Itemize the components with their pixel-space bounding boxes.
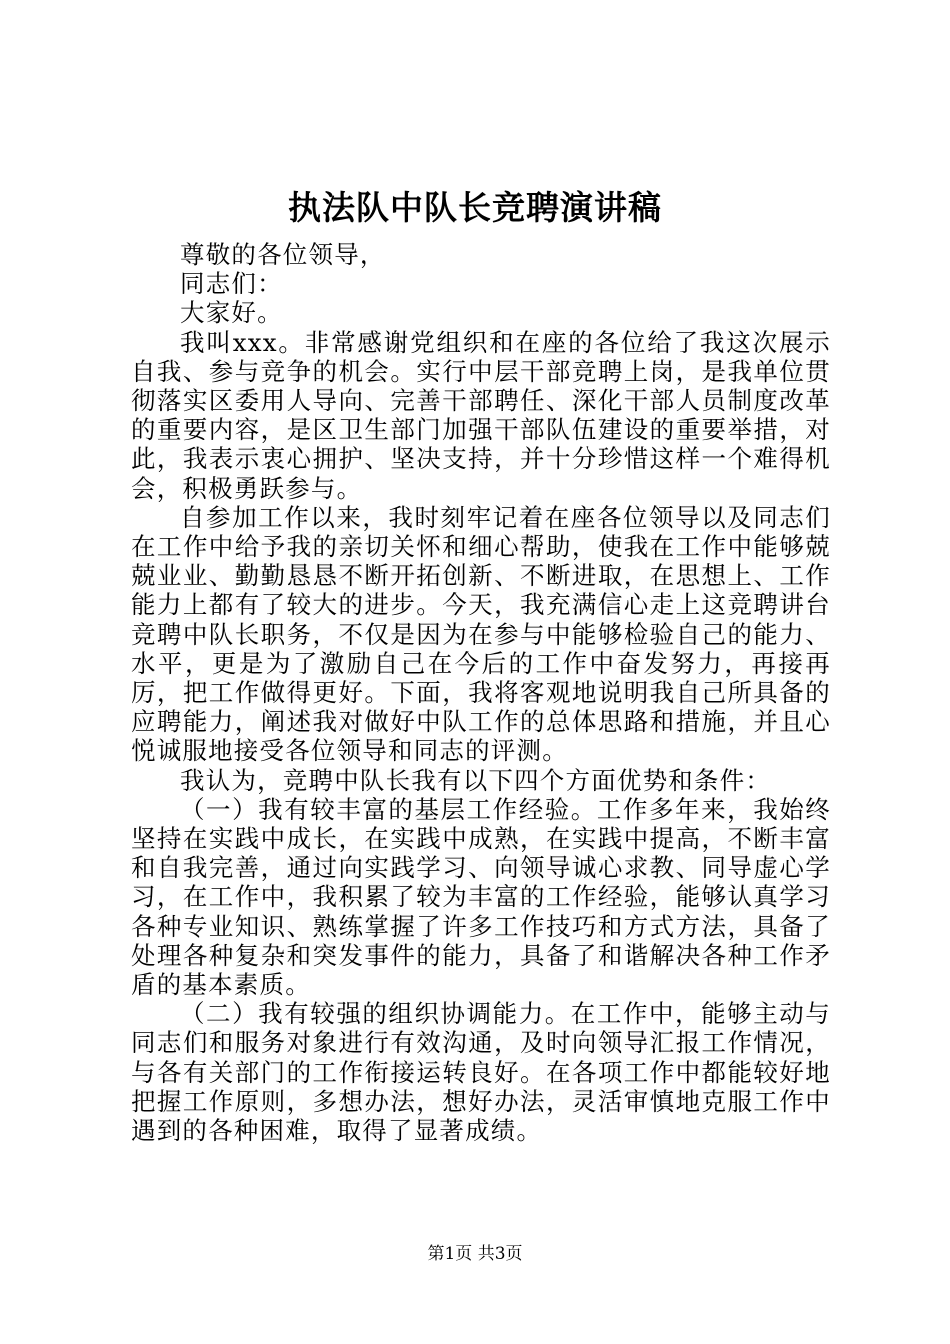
paragraph-advantage-2: （二）我有较强的组织协调能力。在工作中，能够主动与同志们和服务对象进行有效沟通，及时向领导汇报工作情况，与各有关部门的工作衔接运转良好。在各项工作中都能较好地把握工作原则，多想办法，想好办法，灵活审慎地克服工作中遇到的各种困难，取得了显著成绩。	[131, 999, 831, 1146]
salutation-leaders: 尊敬的各位领导，	[180, 240, 386, 269]
page-number-footer: 第1页 共3页	[427, 1244, 523, 1264]
paragraph-advantages-intro: 我认为，竞聘中队长我有以下四个方面优势和条件：	[180, 765, 772, 795]
paragraph-introduction: 我叫xxx。非常感谢党组织和在座的各位给了我这次展示自我、参与竞争的机会。实行中层干部竞聘上岗，是我单位贯彻落实区委用人导向、完善干部聘任、深化干部人员制度改革的重要内容，是区卫生部门加强干部队伍建设的重要举措，对此，我表示衷心拥护、坚决支持，并十分珍惜这样一个难得机会，积极勇跃参与。	[131, 327, 831, 503]
paragraph-work-experience: 自参加工作以来，我时刻牢记着在座各位领导以及同志们在工作中给予我的亲切关怀和细心帮助，使我在工作中能够兢兢业业、勤勤恳恳不断开拓创新、不断进取，在思想上、工作能力上都有了较大的进步。今天，我充满信心走上这竞聘讲台竞聘中队长职务，不仅是因为在参与中能够检验自己的能力、水平，更是为了激励自己在今后的工作中奋发努力，再接再厉，把工作做得更好。下面，我将客观地说明我自己所具备的应聘能力，阐述我对做好中队工作的总体思路和措施，并且心悦诚服地接受各位领导和同志的评测。	[131, 502, 831, 766]
document-body	[131, 240, 831, 1145]
document-title: 执法队中队长竞聘演讲稿	[288, 188, 662, 227]
salutation-comrades: 同志们：	[180, 269, 283, 299]
paragraph-advantage-1: （一）我有较丰富的基层工作经验。工作多年来，我始终坚持在实践中成长，在实践中成熟，在实践中提高，不断丰富和自我完善，通过向实践学习、向领导诚心求教、同导虚心学习，在工作中，我积累了较为丰富的工作经验，能够认真学习各种专业知识、熟练掌握了许多工作技巧和方式方法，具备了处理各种复杂和突发事件的能力，具备了和谐解决各种工作矛盾的基本素质。	[131, 794, 831, 1000]
greeting: 大家好。	[180, 298, 283, 328]
